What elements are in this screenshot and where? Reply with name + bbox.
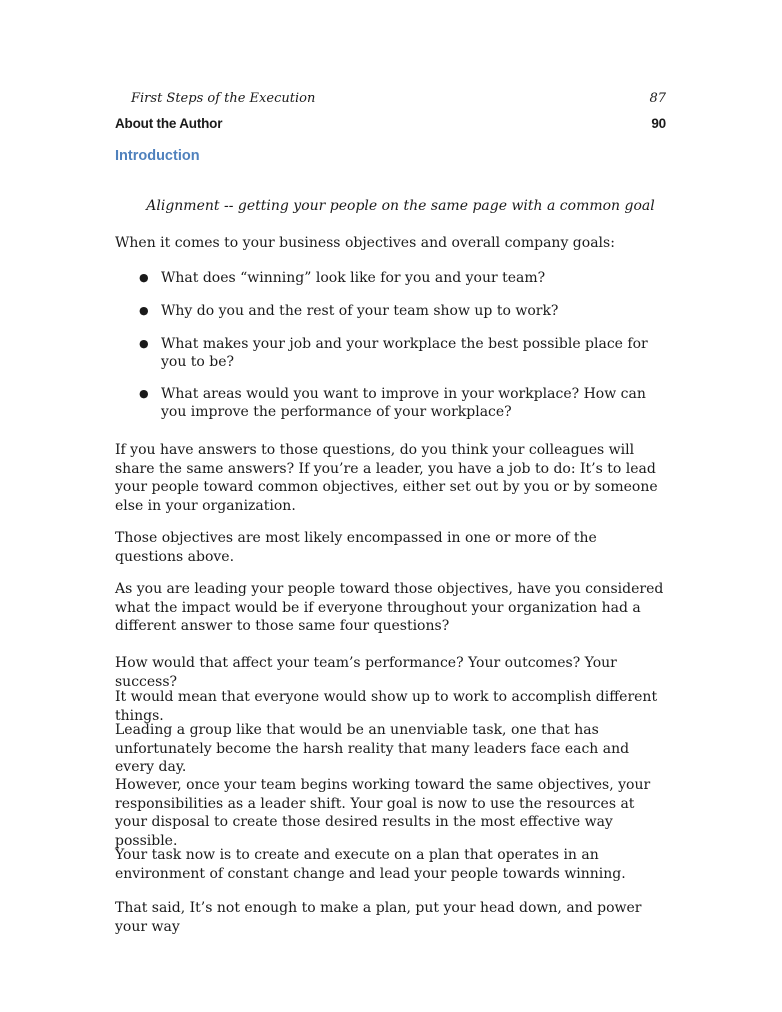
question-list — [115, 269, 667, 436]
section-heading: Introduction — [115, 148, 200, 164]
bullet-icon: ● — [139, 304, 149, 317]
body-paragraph: It would mean that everyone would show up to work to accomplish different things. — [115, 689, 658, 724]
toc-sub-entry-title: First Steps of the Execution — [131, 91, 316, 106]
list-item — [115, 302, 667, 320]
body-paragraph: How would that affect your team’s performance? Your outcomes? Your success? — [115, 655, 617, 690]
body-paragraph: Those objectives are most likely encompassed in one or more of the questions above. — [115, 530, 597, 565]
bullet-icon: ● — [139, 387, 149, 400]
bullet-icon: ● — [139, 337, 149, 350]
body-paragraph: However, once your team begins working toward the same objectives, your responsibilities as a leader shift. Your goal is now to use the resources at your disposal to create those desired results in the most effective way possible. — [115, 777, 651, 849]
toc-sub-entry[interactable] — [115, 91, 666, 106]
lead-paragraph: When it comes to your business objectives and overall company goals: — [115, 235, 615, 251]
list-item-text: What areas would you want to improve in your workplace? How can you improve the performance of your workplace? — [161, 386, 646, 420]
list-item-text: What does “winning” look like for you and your team? — [161, 270, 546, 286]
list-item — [115, 269, 667, 287]
toc-main-entry[interactable] — [115, 116, 666, 131]
section-tagline: Alignment -- getting your people on the same page with a common goal — [146, 198, 655, 214]
body-paragraph: Leading a group like that would be an unenviable task, one that has unfortunately become the harsh reality that many leaders face each and every day. — [115, 722, 630, 775]
list-item — [115, 385, 667, 421]
toc-sub-entry-page: 87 — [649, 91, 666, 106]
toc-main-entry-page: 90 — [651, 116, 666, 131]
body-paragraph: If you have answers to those questions, do you think your colleagues will share the same answers? If you’re a leader, you have a job to do: It’s to lead your people toward common objectives, either set out by you or by someone else in your organization. — [115, 442, 658, 514]
body-paragraph: That said, It’s not enough to make a plan, put your head down, and power your way — [115, 900, 642, 935]
body-paragraph: Your task now is to create and execute on a plan that operates in an environment of constant change and lead your people towards winning. — [115, 847, 626, 882]
list-item-text: Why do you and the rest of your team show up to work? — [161, 303, 559, 319]
bullet-icon: ● — [139, 271, 149, 284]
toc-main-entry-title: About the Author — [115, 116, 223, 131]
list-item-text: What makes your job and your workplace the best possible place for you to be? — [161, 336, 648, 370]
list-item — [115, 335, 667, 371]
body-paragraph: As you are leading your people toward those objectives, have you considered what the impact would be if everyone throughout your organization had a different answer to those same four questions? — [115, 581, 664, 634]
